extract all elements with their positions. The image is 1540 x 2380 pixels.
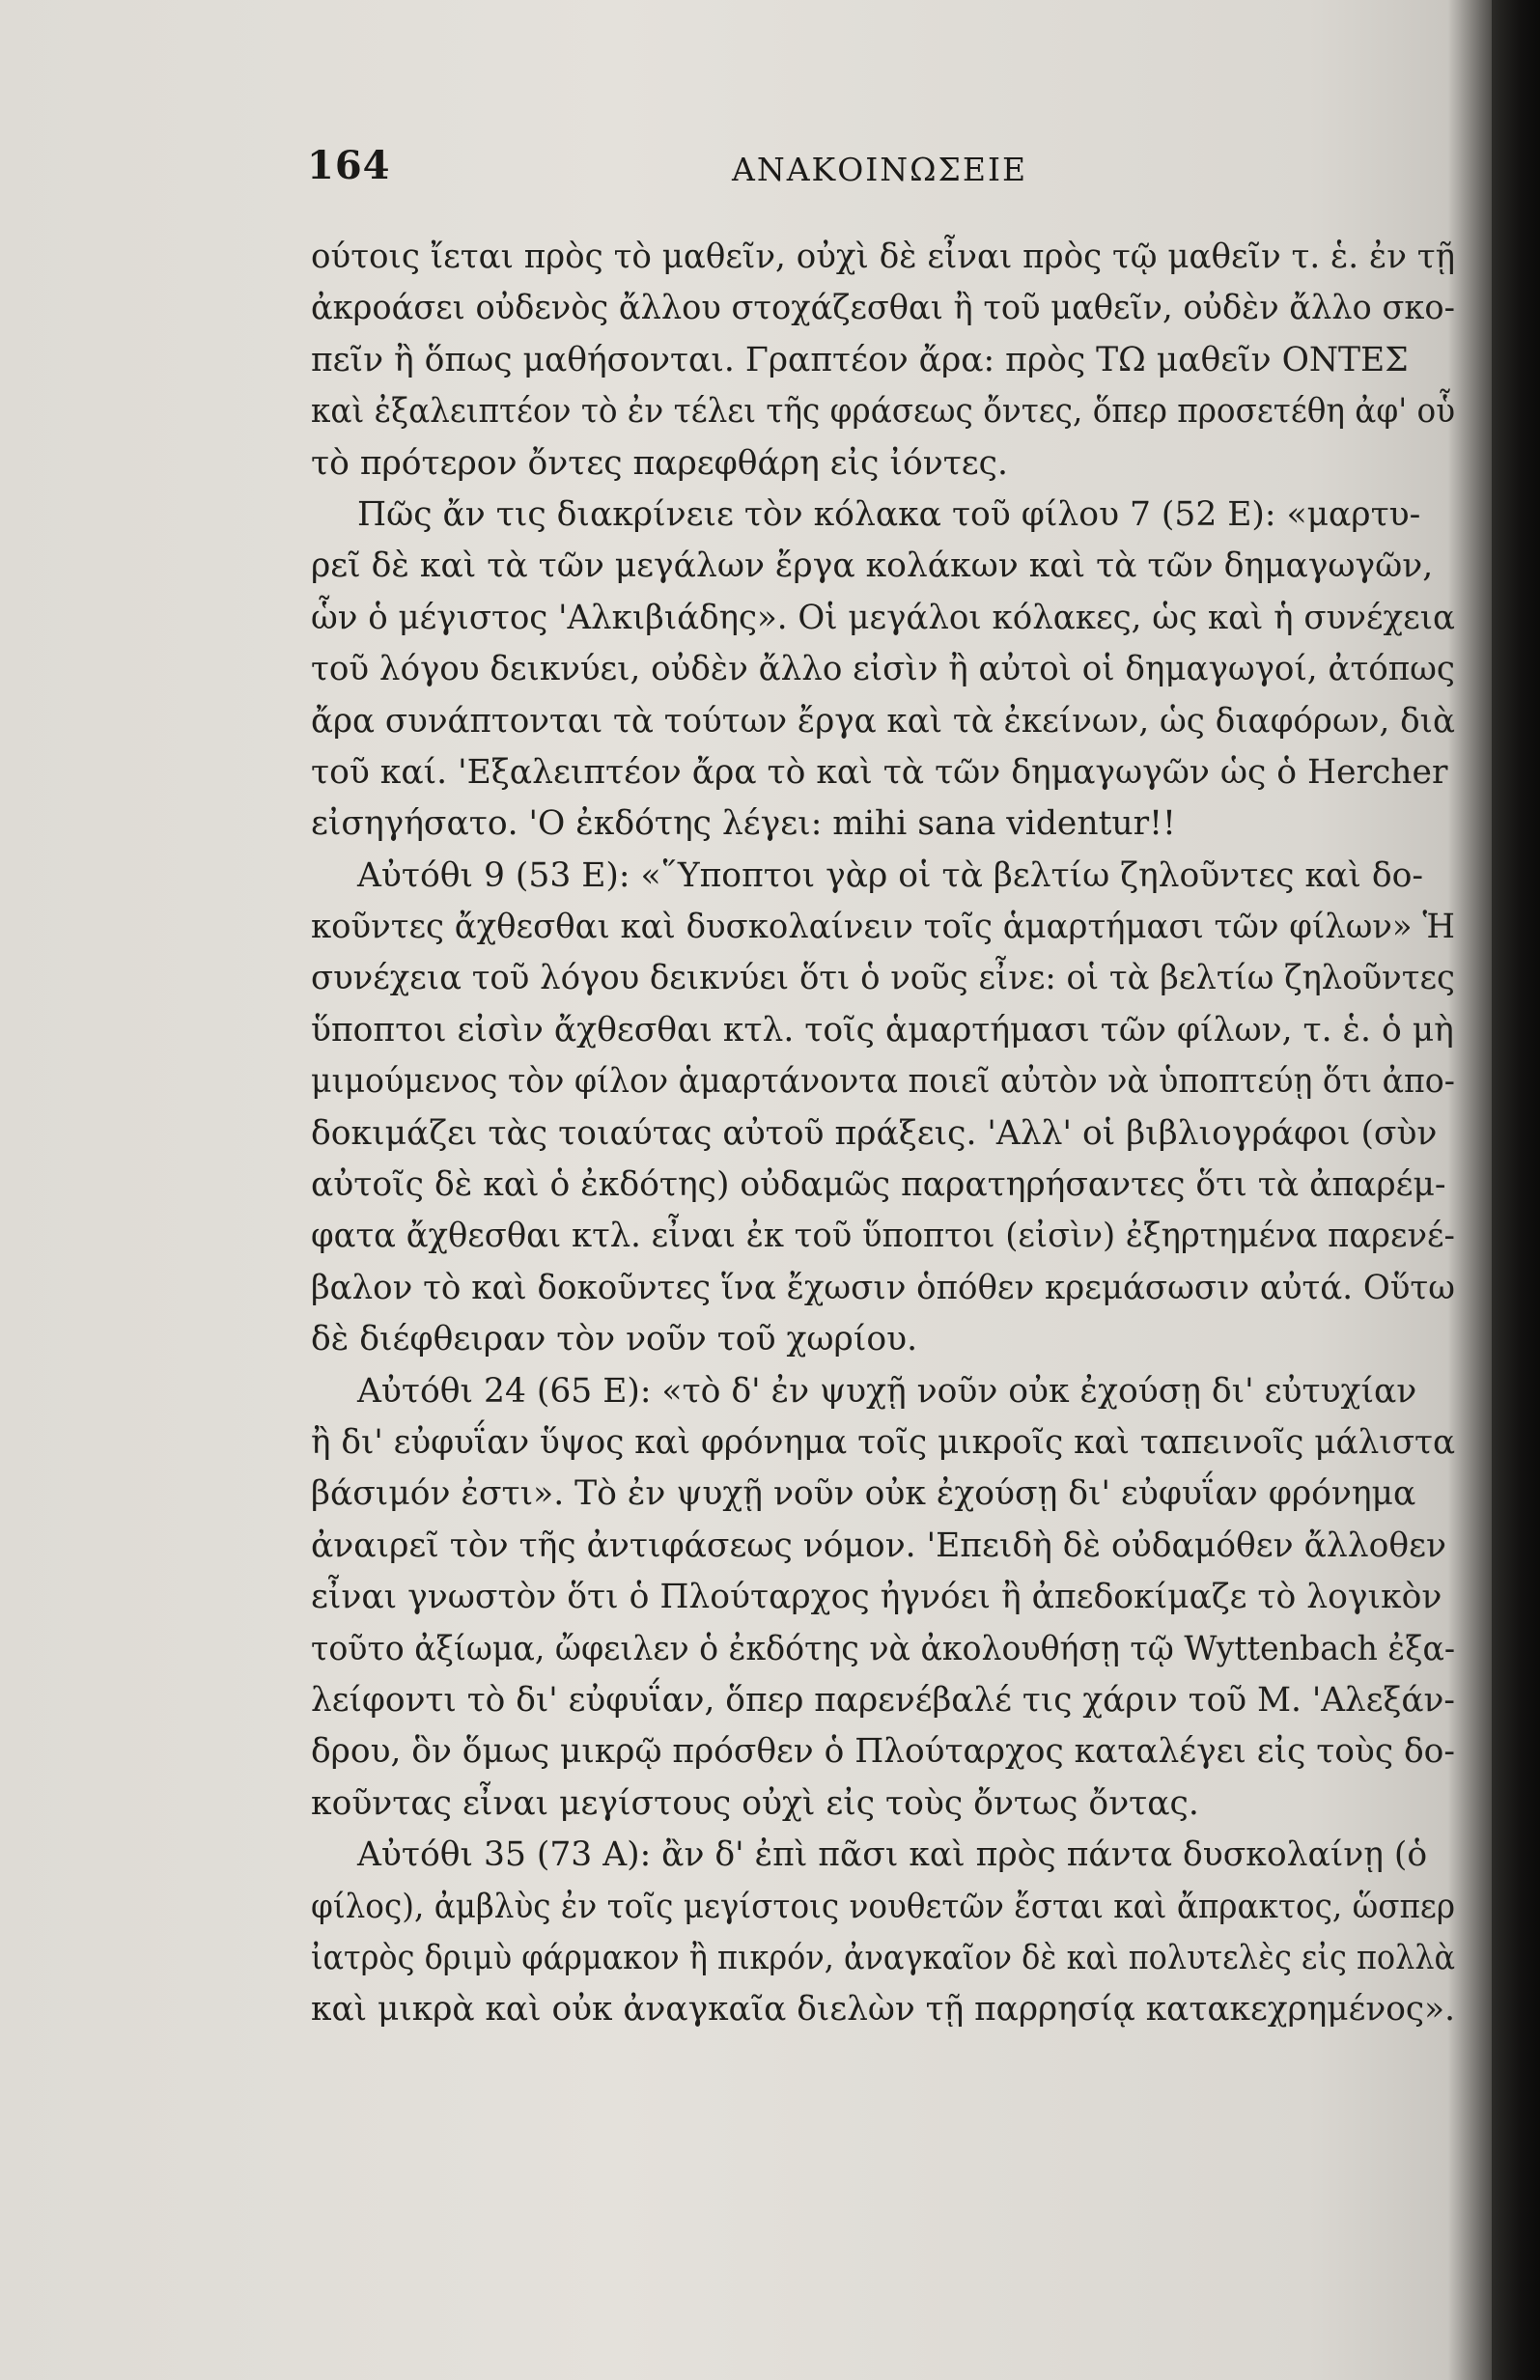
- text-line: ούτοις ἴεται πρὸς τὸ μαθεῖν, οὐχὶ δὲ εἶναι πρὸς τῷ μαθεῖν τ. ἑ. ἐν τῇ: [311, 238, 1455, 276]
- paragraph-start-line: Αὐτόθι 24 (65 E): «τὸ δ' ἐν ψυχῇ νοῦν οὐκ ἐχούσῃ δι' εὐτυχίαν: [357, 1371, 1417, 1411]
- text-line: τοῦ λόγου δεικνύει, οὐδὲν ἄλλο εἰσὶν ἢ αὐτοὶ οἱ δημαγωγοί, ἀτόπως: [311, 650, 1456, 689]
- text-line: ἀκροάσει οὐδενὸς ἄλλου στοχάζεσθαι ἢ τοῦ μαθεῖν, οὐδὲν ἄλλο σκο-: [311, 289, 1455, 328]
- text-line: λείφοντι τὸ δι' εὐφυΐαν, ὅπερ παρενέβαλέ τις χάριν τοῦ Μ. 'Αλεξάν-: [311, 1680, 1455, 1720]
- text-line: βαλον τὸ καὶ δοκοῦντες ἵνα ἔχωσιν ὁπόθεν κρεμάσωσιν αὐτά. Οὕτω: [311, 1268, 1455, 1307]
- page-number: 164: [307, 143, 391, 188]
- text-line: ὧν ὁ μέγιστος 'Αλκιβιάδης». Οἱ μεγάλοι κόλακες, ὡς καὶ ἡ συνέχεια: [311, 598, 1456, 637]
- paragraph-start-line: Πῶς ἄν τις διακρίνειε τὸν κόλακα τοῦ φίλου 7 (52 E): «μαρτυ-: [357, 494, 1421, 534]
- text-line: μιμούμενος τὸν φίλον ἁμαρτάνοντα ποιεῖ αὐτὸν νὰ ὑποπτεύῃ ὅτι ἀπο-: [311, 1062, 1455, 1102]
- body-text: [311, 232, 1455, 2036]
- text-line: τὸ πρότερον ὄντες παρεφθάρη εἰς ἰόντες.: [311, 443, 1008, 483]
- text-line: φίλος), ἀμβλὺς ἐν τοῖς μεγίστοις νουθετῶν ἔσται καὶ ἄπρακτος, ὥσπερ: [311, 1887, 1455, 1926]
- text-line: ὕποπτοι εἰσὶν ἄχθεσθαι κτλ. τοῖς ἁμαρτήμασι τῶν φίλων, τ. ἑ. ὁ μὴ: [311, 1010, 1454, 1050]
- page-header: [307, 143, 1456, 197]
- text-line: δὲ διέφθειραν τὸν νοῦν τοῦ χωρίου.: [311, 1320, 918, 1359]
- text-line: ἀναιρεῖ τὸν τῆς ἀντιφάσεως νόμον. 'Επειδὴ δὲ οὐδαμόθεν ἄλλοθεν: [311, 1526, 1447, 1565]
- text-line: κοῦντες ἄχθεσθαι καὶ δυσκολαίνειν τοῖς ἁμαρτήμασι τῶν φίλων» Ἡ: [311, 908, 1456, 947]
- text-line: δρου, ὃν ὅμως μικρῷ πρόσθεν ὁ Πλούταρχος καταλέγει εἰς τοὺς δο-: [311, 1732, 1455, 1772]
- text-line: ἰατρὸς δριμὺ φάρμακον ἢ πικρόν, ἀναγκαῖον δὲ καὶ πολυτελὲς εἰς πολλὰ: [311, 1938, 1456, 1977]
- book-spine-shadow: [1492, 0, 1540, 2380]
- running-title: ΑΝΑΚΟΙΝΩΣΕΙΕ: [732, 151, 1028, 188]
- text-line: δοκιμάζει τὰς τοιαύτας αὐτοῦ πράξεις. 'Αλλ' οἱ βιβλιογράφοι (σὺν: [311, 1113, 1438, 1153]
- text-line: αὐτοῖς δὲ καὶ ὁ ἐκδότης) οὐδαμῶς παρατηρήσαντες ὅτι τὰ ἀπαρέμ-: [311, 1165, 1446, 1205]
- text-line: τοῦ καί. 'Εξαλειπτέον ἄρα τὸ καὶ τὰ τῶν δημαγωγῶν ὡς ὁ Hercher: [311, 752, 1448, 792]
- text-line: καὶ μικρὰ καὶ οὐκ ἀναγκαῖα διελὼν τῇ παρρησίᾳ κατακεχρημένος».: [311, 1990, 1456, 2030]
- text-line: ρεῖ δὲ καὶ τὰ τῶν μεγάλων ἔργα κολάκων καὶ τὰ τῶν δημαγωγῶν,: [311, 546, 1434, 586]
- text-line: φατα ἄχθεσθαι κτλ. εἶναι ἐκ τοῦ ὕποπτοι (εἰσὶν) ἐξηρτημένα παρενέ-: [311, 1217, 1455, 1256]
- text-line: εἶναι γνωστὸν ὅτι ὁ Πλούταρχος ἠγνόει ἢ ἀπεδοκίμαζε τὸ λογικὸν: [311, 1578, 1442, 1617]
- text-line: πεῖν ἢ ὅπως μαθήσονται. Γραπτέον ἄρα: πρὸς ΤΩ μαθεῖν ΟΝΤΕΣ: [311, 340, 1409, 379]
- text-line: ἄρα συνάπτονται τὰ τούτων ἔργα καὶ τὰ ἐκείνων, ὡς διαφόρων, διὰ: [311, 701, 1455, 741]
- paragraph-start-line: Αὐτόθι 35 (73 A): ἂν δ' ἐπὶ πᾶσι καὶ πρὸς πάντα δυσκολαίνῃ (ὁ: [357, 1835, 1428, 1875]
- text-line: συνέχεια τοῦ λόγου δεικνύει ὅτι ὁ νοῦς εἶνε: οἱ τὰ βελτίω ζηλοῦντες: [311, 959, 1455, 998]
- text-line: τοῦτο ἀξίωμα, ὤφειλεν ὁ ἐκδότης νὰ ἀκολουθήσῃ τῷ Wyttenbach ἐξα-: [311, 1629, 1456, 1668]
- text-line: καὶ ἐξαλειπτέον τὸ ἐν τέλει τῆς φράσεως ὄντες, ὅπερ προσετέθη ἀφ' οὗ: [311, 392, 1456, 432]
- paragraph-start-line: Αὐτόθι 9 (53 E): «῞Υποπτοι γὰρ οἱ τὰ βελτίω ζηλοῦντες καὶ δο-: [357, 855, 1424, 895]
- text-line: βάσιμόν ἐστι». Τὸ ἐν ψυχῇ νοῦν οὐκ ἐχούσῃ δι' εὐφυΐαν φρόνημα: [311, 1474, 1416, 1514]
- text-line: κοῦντας εἶναι μεγίστους οὐχὶ εἰς τοὺς ὄντως ὄντας.: [311, 1783, 1199, 1823]
- text-line: ἢ δι' εὐφυΐαν ὕψος καὶ φρόνημα τοῖς μικροῖς καὶ ταπεινοῖς μάλιστα: [311, 1422, 1456, 1462]
- text-line: εἰσηγήσατο. 'Ο ἐκδότης λέγει: mihi sana videntur!!: [311, 804, 1176, 844]
